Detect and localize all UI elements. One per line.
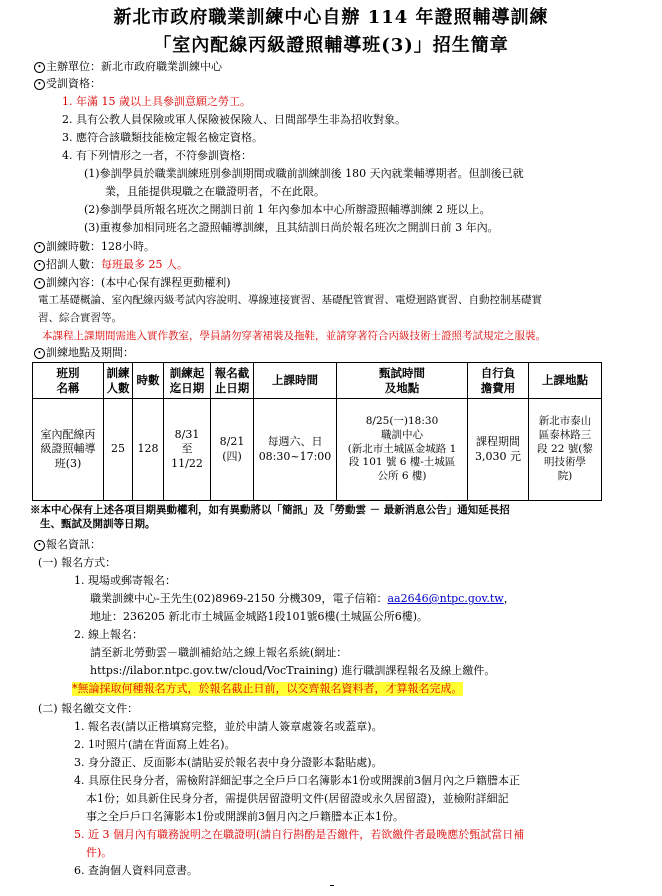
- document-item-2: 2. 1吋照片(請在背面寫上姓名)。: [74, 738, 236, 751]
- item-number: 4.: [62, 149, 73, 162]
- documents-heading: (二) 報名繳交文件：: [38, 702, 139, 715]
- eligibility-item-1: [62, 95, 251, 109]
- registration-highlight-note: *無論採取何種報名方式，於報名截止日前，以交齊報名資料者，才算報名完成。: [72, 682, 463, 695]
- registration-heading: [34, 538, 101, 552]
- cell-hours: 128: [133, 399, 164, 501]
- circle-dot-icon: •: [34, 242, 45, 253]
- subitem-number: (3): [84, 221, 100, 234]
- cell-place: 新北市泰山 區泰林路三 段 22 號(黎 明技術學 院): [529, 399, 602, 501]
- cell-exam: 8/25(一)18:30 職訓中心 (新北市土城區金城路 1 段 101 號 6 樓-土城區 公所 6 樓): [337, 399, 468, 501]
- table-header-dates: 訓練起 迄日期: [164, 363, 211, 399]
- method-2-line1: 請至新北勞動雲－職訓補給站之線上報名系統(網址：: [90, 646, 348, 659]
- organizer-line: [34, 60, 222, 74]
- document-item-5-cont: 件)。: [86, 846, 113, 859]
- contact-text: 職業訓練中心-王先生(02)8969-2150 分機309，電子信箱：: [90, 592, 388, 605]
- cell-schedule: 每週六、日 08:30~17:00: [254, 399, 337, 501]
- table-row: [33, 399, 602, 501]
- contact-text-end: ，: [503, 592, 515, 605]
- eligibility-item-2: [62, 113, 406, 127]
- location-heading-text: 訓練地點及期間：: [46, 346, 134, 359]
- circle-dot-icon: •: [34, 260, 45, 271]
- circle-dot-icon: •: [34, 79, 45, 90]
- method-1-contact: [90, 592, 515, 606]
- item-number: 3.: [62, 131, 73, 144]
- training-hours-text: 訓練時數：128小時。: [46, 240, 155, 253]
- change-notice-line1: ※本中心保有上述各項目期異動權利，如有異動將以「簡訊」及「勞動雲 － 最新消息公告」通知延長招: [30, 504, 510, 516]
- document-title-line1: 新北市政府職業訓練中心自辦 114 年證照輔導訓練: [113, 7, 549, 28]
- enrollment-label: 招訓人數：: [46, 258, 101, 271]
- eligibility-subitem-1-cont: [105, 185, 325, 199]
- document-item-4: 4. 具原住民身分者，需檢附詳細記事之全戶戶口名簿影本1份或開課前3個月內之戶籍謄本正: [74, 774, 520, 787]
- registration-method-heading: (一) 報名方式：: [38, 556, 117, 569]
- subitem-text: 重複參加相同班名之證照輔導訓練，且其結訓日尚於報名班次之開訓日前 3 年內。: [99, 221, 499, 234]
- table-header-class-name: 班別 名稱: [33, 363, 104, 399]
- table-header-deadline: 報名截 止日期: [211, 363, 254, 399]
- table-header-fee: 自行負 擔費用: [468, 363, 529, 399]
- page-marker: [330, 885, 334, 886]
- cell-people: 25: [104, 399, 133, 501]
- circle-dot-icon: •: [34, 278, 45, 289]
- table-header-place: 上課地點: [529, 363, 602, 399]
- training-hours: [34, 240, 155, 254]
- registration-heading-text: 報名資訊：: [46, 538, 101, 551]
- method-2-heading: 2. 線上報名：: [74, 628, 143, 641]
- document-title-line2: 「室內配線丙級證照輔導班(3)」招生簡章: [153, 35, 509, 56]
- eligibility-subitem-1: [84, 167, 524, 181]
- email-link[interactable]: aa2646@ntpc.gov.tw: [387, 592, 504, 605]
- eligibility-subitem-3: [84, 221, 499, 235]
- table-header-schedule: 上課時間: [254, 363, 337, 399]
- document-item-4-cont1: 本1份；如具新住民身分者，需提供居留證明文件(居留證或永久居留證)，並檢附詳細記: [86, 792, 509, 805]
- eligibility-item-4: [62, 149, 252, 163]
- item-text: 有下列情形之一者，不符參訓資格：: [76, 149, 252, 162]
- subitem-text: 參訓學員所報名班次之開訓日前 1 年內參加本中心所辦證照輔導訓練 2 班以上。: [99, 203, 491, 216]
- circle-dot-icon: •: [34, 348, 45, 359]
- item-text: 應符合該職類技能檢定報名檢定資格。: [76, 131, 263, 144]
- method-1-address: 地址：236205 新北市土城區金城路1段101號6樓(土城區公所6樓)。: [90, 610, 429, 623]
- document-item-5: 5. 近 3 個月內有職務說明之在職證明(請自行斟酌是否繳件，若欲繳件者最晚應於甄試當日補: [74, 828, 525, 841]
- course-table: [32, 362, 602, 501]
- content-line1: 電工基礎概論、室內配線丙級考試內容說明、導線連接實習、基礎配管實習、電燈迴路實習、自動控制基礎實: [38, 294, 542, 306]
- eligibility-item-3: [62, 131, 263, 145]
- document-item-4-cont2: 事之全戶戶口名簿影本1份或開課前3個月內之戶籍謄本正本1份。: [86, 810, 404, 823]
- document-item-6: 6. 查詢個人資料同意書。: [74, 864, 198, 877]
- eligibility-heading-text: 受訓資格：: [46, 77, 101, 90]
- enrollment-value: 每班最多 25 人。: [101, 258, 188, 271]
- circle-dot-icon: •: [34, 540, 45, 551]
- content-heading: [34, 276, 231, 290]
- subitem-text: 業，且能提供現職之在職證明者，不在此限。: [105, 185, 325, 198]
- document-item-1: 1. 報名表(請以正楷填寫完整，並於申請人簽章處簽名或蓋章)。: [74, 720, 383, 733]
- cell-class-name: 室內配線丙 級證照輔導 班(3): [33, 399, 104, 501]
- subitem-number: (1): [84, 167, 100, 180]
- method-2-url-line: https://ilabor.ntpc.gov.tw/cloud/VocTraining) 進行職訓課程報名及線上繳件。: [90, 664, 496, 677]
- cell-dates: 8/31 至 11/22: [164, 399, 211, 501]
- table-header-row: [33, 363, 602, 399]
- change-notice-line2: 生、甄試及開訓等日期。: [40, 518, 156, 530]
- organizer-text: 主辦單位：新北市政府職業訓練中心: [46, 60, 222, 73]
- item-text: 具有公教人員保險或軍人保險被保險人、日間部學生非為招收對象。: [76, 113, 406, 126]
- item-number: 1.: [62, 95, 73, 108]
- table-header-people: 訓練 人數: [104, 363, 133, 399]
- content-line2: 習、綜合實習等。: [38, 312, 122, 324]
- cell-deadline: 8/21 (四): [211, 399, 254, 501]
- eligibility-heading: [34, 77, 101, 91]
- content-dress-note: 本課程上課期間需進入實作教室，學員請勿穿著裙裝及拖鞋，並請穿著符合丙級技術士證照考試規定之服裝。: [42, 330, 546, 342]
- content-heading-text: 訓練內容：(本中心保有課程更動權利): [46, 276, 231, 289]
- item-text: 年滿 15 歲以上具參訓意願之勞工。: [76, 95, 251, 108]
- subitem-number: (2): [84, 203, 100, 216]
- table-header-exam: 甄試時間 及地點: [337, 363, 468, 399]
- circle-dot-icon: •: [34, 62, 45, 73]
- table-header-hours: 時數: [133, 363, 164, 399]
- document-item-3: 3. 身分證正、反面影本(請貼妥於報名表中身分證影本黏貼處)。: [74, 756, 383, 769]
- subitem-text: 參訓學員於職業訓練班別參訓期間或職前訓練訓後 180 天內就業輔導期者。但訓後已就: [99, 167, 524, 180]
- cell-fee: 課程期間 3,030 元: [468, 399, 529, 501]
- location-heading: [34, 346, 134, 360]
- enrollment-line: [34, 258, 188, 272]
- eligibility-subitem-2: [84, 203, 491, 217]
- item-number: 2.: [62, 113, 73, 126]
- method-1-heading: 1. 現場或郵寄報名：: [74, 574, 176, 587]
